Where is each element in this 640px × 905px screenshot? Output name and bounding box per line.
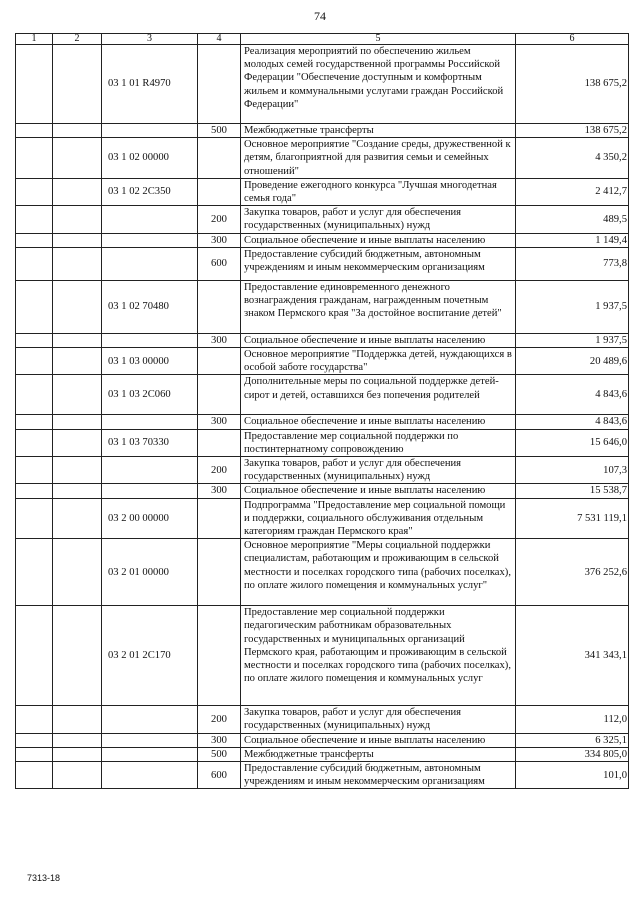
target-code: 03 1 03 70330 bbox=[102, 429, 198, 456]
description: Закупка товаров, работ и услуг для обеспечения государственных (муниципальных) нужд bbox=[241, 206, 516, 233]
col1-cell bbox=[16, 606, 53, 706]
amount: 138 675,2 bbox=[516, 45, 629, 124]
description: Подпрограмма "Предоставление мер социальной помощи и поддержки, социального обслуживания отдельным категориям граждан Пермского края" bbox=[241, 498, 516, 539]
table-row bbox=[16, 233, 629, 247]
amount: 15 646,0 bbox=[516, 429, 629, 456]
col2-cell bbox=[53, 706, 102, 733]
col1-cell bbox=[16, 178, 53, 205]
description: Предоставление единовременного денежного вознаграждения гражданам, награжденным почетным знаком Пермского края "За достойное воспитание детей" bbox=[241, 280, 516, 333]
col2-cell bbox=[53, 348, 102, 375]
col1-cell bbox=[16, 733, 53, 747]
table-row bbox=[16, 498, 629, 539]
expense-type bbox=[198, 138, 241, 179]
col2-cell bbox=[53, 206, 102, 233]
col1-cell bbox=[16, 429, 53, 456]
col1-cell bbox=[16, 138, 53, 179]
amount: 138 675,2 bbox=[516, 124, 629, 138]
description: Межбюджетные трансферты bbox=[241, 124, 516, 138]
col2-cell bbox=[53, 247, 102, 280]
table-row bbox=[16, 457, 629, 484]
amount: 101,0 bbox=[516, 762, 629, 789]
col2-cell bbox=[53, 233, 102, 247]
target-code bbox=[102, 762, 198, 789]
col2-cell bbox=[53, 539, 102, 606]
col1-cell bbox=[16, 124, 53, 138]
col1-cell bbox=[16, 375, 53, 415]
col1-cell bbox=[16, 206, 53, 233]
target-code bbox=[102, 457, 198, 484]
column-number-row bbox=[16, 34, 629, 45]
col1-cell bbox=[16, 539, 53, 606]
amount: 15 538,7 bbox=[516, 484, 629, 498]
column-header: 3 bbox=[102, 34, 198, 45]
description: Предоставление мер социальной поддержки по постинтернатному сопровождению bbox=[241, 429, 516, 456]
col1-cell bbox=[16, 747, 53, 761]
col1-cell bbox=[16, 484, 53, 498]
page-number: 74 bbox=[314, 9, 326, 23]
expense-type bbox=[198, 280, 241, 333]
table-row bbox=[16, 733, 629, 747]
amount: 4 350,2 bbox=[516, 138, 629, 179]
description: Социальное обеспечение и иные выплаты населению bbox=[241, 415, 516, 429]
description: Социальное обеспечение и иные выплаты населению bbox=[241, 333, 516, 347]
target-code: 03 1 03 2С060 bbox=[102, 375, 198, 415]
table-row bbox=[16, 206, 629, 233]
table-row bbox=[16, 124, 629, 138]
footer-code: 7313-18 bbox=[27, 873, 61, 883]
table-row bbox=[16, 706, 629, 733]
col2-cell bbox=[53, 498, 102, 539]
table-row bbox=[16, 138, 629, 179]
col1-cell bbox=[16, 348, 53, 375]
expense-type: 300 bbox=[198, 484, 241, 498]
table-row bbox=[16, 762, 629, 789]
col2-cell bbox=[53, 375, 102, 415]
col1-cell bbox=[16, 457, 53, 484]
col2-cell bbox=[53, 178, 102, 205]
column-header: 1 bbox=[16, 34, 53, 45]
col1-cell bbox=[16, 233, 53, 247]
table-row bbox=[16, 178, 629, 205]
target-code: 03 2 00 00000 bbox=[102, 498, 198, 539]
expense-type bbox=[198, 45, 241, 124]
col2-cell bbox=[53, 606, 102, 706]
amount: 1 937,5 bbox=[516, 333, 629, 347]
col2-cell bbox=[53, 124, 102, 138]
expense-type bbox=[198, 606, 241, 706]
col1-cell bbox=[16, 706, 53, 733]
target-code: 03 2 01 00000 bbox=[102, 539, 198, 606]
description: Социальное обеспечение и иные выплаты населению bbox=[241, 733, 516, 747]
amount: 112,0 bbox=[516, 706, 629, 733]
amount: 773,8 bbox=[516, 247, 629, 280]
description: Социальное обеспечение и иные выплаты населению bbox=[241, 484, 516, 498]
amount: 1 149,4 bbox=[516, 233, 629, 247]
amount: 4 843,6 bbox=[516, 415, 629, 429]
target-code: 03 2 01 2С170 bbox=[102, 606, 198, 706]
description: Проведение ежегодного конкурса "Лучшая многодетная семья года" bbox=[241, 178, 516, 205]
target-code bbox=[102, 247, 198, 280]
budget-table bbox=[15, 33, 629, 789]
amount: 334 805,0 bbox=[516, 747, 629, 761]
expense-type: 200 bbox=[198, 457, 241, 484]
col1-cell bbox=[16, 333, 53, 347]
column-header: 4 bbox=[198, 34, 241, 45]
col1-cell bbox=[16, 498, 53, 539]
expense-type: 500 bbox=[198, 747, 241, 761]
col2-cell bbox=[53, 747, 102, 761]
table-row bbox=[16, 429, 629, 456]
expense-type: 200 bbox=[198, 206, 241, 233]
amount: 20 489,6 bbox=[516, 348, 629, 375]
expense-type: 300 bbox=[198, 333, 241, 347]
amount: 341 343,1 bbox=[516, 606, 629, 706]
expense-type: 500 bbox=[198, 124, 241, 138]
table-row bbox=[16, 348, 629, 375]
expense-type bbox=[198, 429, 241, 456]
target-code bbox=[102, 484, 198, 498]
target-code bbox=[102, 233, 198, 247]
expense-type bbox=[198, 498, 241, 539]
description: Социальное обеспечение и иные выплаты населению bbox=[241, 233, 516, 247]
col1-cell bbox=[16, 247, 53, 280]
col2-cell bbox=[53, 457, 102, 484]
table-row bbox=[16, 247, 629, 280]
col1-cell bbox=[16, 280, 53, 333]
target-code: 03 1 02 00000 bbox=[102, 138, 198, 179]
description: Реализация мероприятий по обеспечению жильем молодых семей государственной программы Российской Федерации "Обеспечение доступным и комфортным жильем и коммунальными услугами граждан Российской Федерации" bbox=[241, 45, 516, 124]
col2-cell bbox=[53, 429, 102, 456]
col1-cell bbox=[16, 415, 53, 429]
amount: 489,5 bbox=[516, 206, 629, 233]
amount: 6 325,1 bbox=[516, 733, 629, 747]
target-code bbox=[102, 124, 198, 138]
table-row bbox=[16, 606, 629, 706]
expense-type: 200 bbox=[198, 706, 241, 733]
table-row bbox=[16, 539, 629, 606]
col2-cell bbox=[53, 45, 102, 124]
target-code bbox=[102, 747, 198, 761]
expense-type bbox=[198, 348, 241, 375]
table-row bbox=[16, 333, 629, 347]
table-row bbox=[16, 484, 629, 498]
expense-type bbox=[198, 178, 241, 205]
col2-cell bbox=[53, 484, 102, 498]
target-code bbox=[102, 333, 198, 347]
description: Предоставление субсидий бюджетным, автономным учреждениям и иным некоммерческим организациям bbox=[241, 247, 516, 280]
table-row bbox=[16, 747, 629, 761]
table-row bbox=[16, 375, 629, 415]
description: Межбюджетные трансферты bbox=[241, 747, 516, 761]
amount: 7 531 119,1 bbox=[516, 498, 629, 539]
target-code: 03 1 03 00000 bbox=[102, 348, 198, 375]
amount: 107,3 bbox=[516, 457, 629, 484]
target-code bbox=[102, 206, 198, 233]
target-code bbox=[102, 415, 198, 429]
target-code: 03 1 01 R4970 bbox=[102, 45, 198, 124]
description: Закупка товаров, работ и услуг для обеспечения государственных (муниципальных) нужд bbox=[241, 457, 516, 484]
target-code: 03 1 02 2С350 bbox=[102, 178, 198, 205]
target-code bbox=[102, 706, 198, 733]
amount: 4 843,6 bbox=[516, 375, 629, 415]
column-header: 5 bbox=[241, 34, 516, 45]
col1-cell bbox=[16, 762, 53, 789]
expense-type bbox=[198, 375, 241, 415]
description: Основное мероприятие "Поддержка детей, нуждающихся в особой заботе государства" bbox=[241, 348, 516, 375]
column-header: 2 bbox=[53, 34, 102, 45]
col2-cell bbox=[53, 733, 102, 747]
expense-type: 300 bbox=[198, 233, 241, 247]
amount: 2 412,7 bbox=[516, 178, 629, 205]
description: Закупка товаров, работ и услуг для обеспечения государственных (муниципальных) нужд bbox=[241, 706, 516, 733]
column-header: 6 bbox=[516, 34, 629, 45]
table-row bbox=[16, 415, 629, 429]
col2-cell bbox=[53, 138, 102, 179]
amount: 1 937,5 bbox=[516, 280, 629, 333]
expense-type: 600 bbox=[198, 762, 241, 789]
description: Основное мероприятие "Создание среды, дружественной к детям, благоприятной для развития семьи и семейных отношений" bbox=[241, 138, 516, 179]
col2-cell bbox=[53, 415, 102, 429]
description: Дополнительные меры по социальной поддержке детей-сирот и детей, оставшихся без попечения родителей bbox=[241, 375, 516, 415]
expense-type: 600 bbox=[198, 247, 241, 280]
amount: 376 252,6 bbox=[516, 539, 629, 606]
target-code bbox=[102, 733, 198, 747]
description: Основное мероприятие "Меры социальной поддержки специалистам, работающим и проживающим в сельской местности и поселках городского типа (рабочих поселках), по оплате жилого помещения и коммунальных услуг" bbox=[241, 539, 516, 606]
col2-cell bbox=[53, 280, 102, 333]
description: Предоставление субсидий бюджетным, автономным учреждениям и иным некоммерческим организациям bbox=[241, 762, 516, 789]
col2-cell bbox=[53, 762, 102, 789]
expense-type: 300 bbox=[198, 733, 241, 747]
table-row bbox=[16, 280, 629, 333]
col1-cell bbox=[16, 45, 53, 124]
table-body bbox=[16, 45, 629, 789]
col2-cell bbox=[53, 333, 102, 347]
target-code: 03 1 02 70480 bbox=[102, 280, 198, 333]
table-row bbox=[16, 45, 629, 124]
expense-type bbox=[198, 539, 241, 606]
description: Предоставление мер социальной поддержки педагогическим работникам образовательных государственных и муниципальных организаций Пермского края, работающим и проживающим в сельской местности и поселках городского типа (рабочих поселках), по оплате жилого помещения и коммунальных услуг bbox=[241, 606, 516, 706]
expense-type: 300 bbox=[198, 415, 241, 429]
